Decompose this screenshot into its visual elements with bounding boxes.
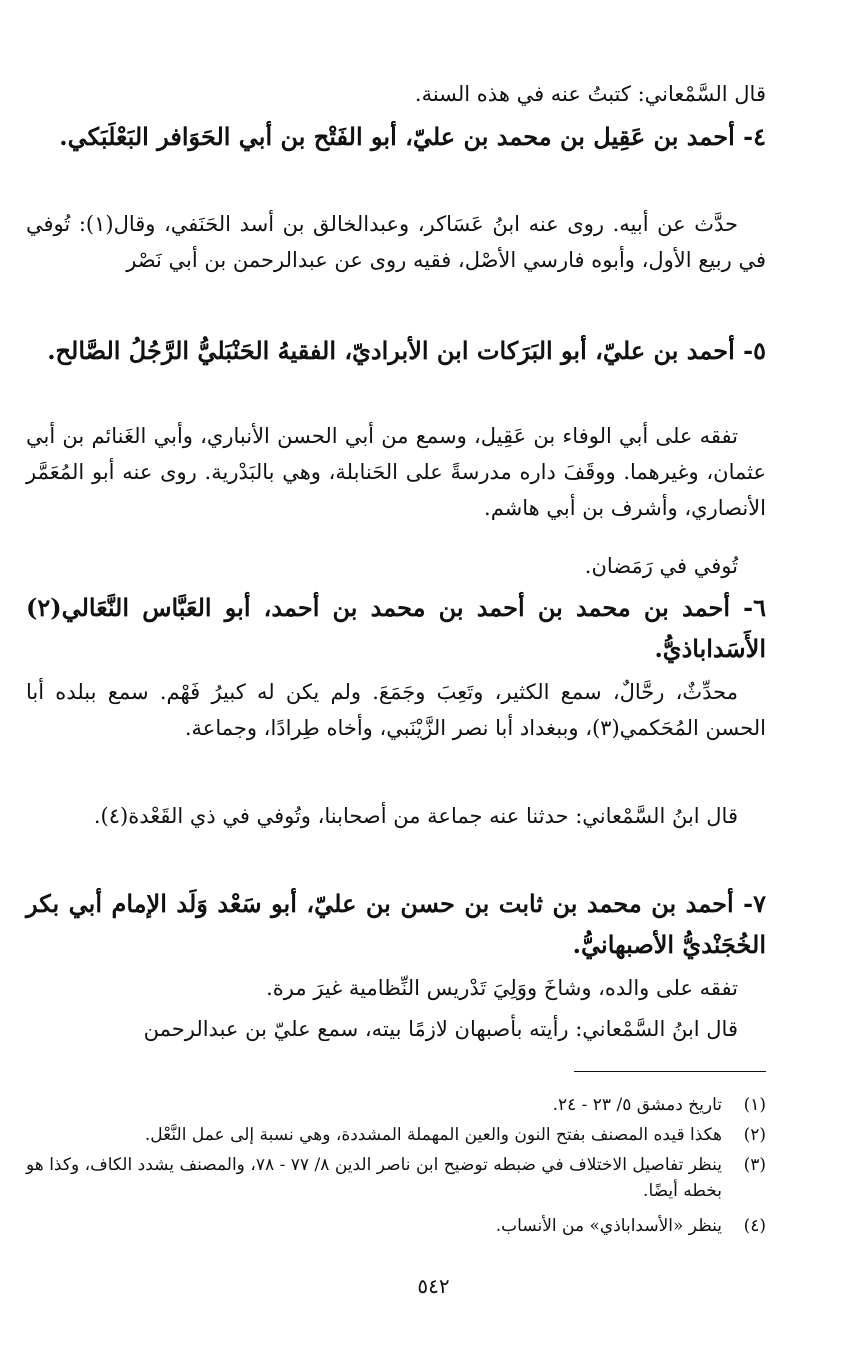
paragraph-entry-7: تفقه على والده، وشاخَ ووَلِيَ تَدْريس النِّظامية غيرَ مرة. [266, 976, 738, 1000]
paragraph-entry-5: تفقه على أبي الوفاء بن عَقِيل، وسمع من أبي الحسن الأنباري، وأبي الغَنائم بن أبي عثمان، وغيرهما. ووقَفَ داره مدرسةً على الحَنابلة، وهي بالبَدْرية. روى عنه أبو المُعَمَّر الأنصاري، وأشرف بن أبي هاشم. [26, 424, 766, 520]
paragraph-entry-6-quote: قال ابنُ السَّمْعاني: حدثنا عنه جماعة من أصحابنا، وتُوفي في ذي القَعْدة(٤). [93, 804, 738, 828]
footnote-number: (٣) [743, 1155, 766, 1175]
footnote-text: هكذا قيده المصنف بفتح النون والعين المهملة المشددة، وهي نسبة إلى عمل النَّعْل. [144, 1125, 722, 1145]
footnote-text: ينظر «الأسداباذي» من الأنساب. [495, 1216, 722, 1236]
entry-heading-4: ٤- أحمد بن عَقِيل بن محمد بن عليّ، أبو الفَتْح بن أبي الحَوَافر البَعْلَبَكي. [59, 122, 766, 151]
footnote-4 [26, 1213, 766, 1239]
footnote-number: (١) [743, 1095, 766, 1115]
paragraph-entry-5-death: تُوفي في رَمَضان. [584, 554, 738, 578]
footnote-3 [26, 1152, 766, 1204]
footnote-divider [574, 1071, 766, 1072]
paragraph-closing-quote: قال السَّمْعاني: كتبتُ عنه في هذه السنة. [414, 82, 766, 106]
footnote-text: ينظر تفاصيل الاختلاف في ضبطه توضيح ابن ناصر الدين ٨/ ٧٧ - ٧٨، والمصنف يشدد الكاف، وكذا هو بخطه أيضًا. [26, 1155, 722, 1201]
paragraph-entry-6: محدِّثٌ، رحَّالٌ، سمع الكثير، وتَعِبَ وجَمَعَ. ولم يكن له كبيرُ فَهْم. سمع ببلده أبا الحسن المُحَكمي(٣)، وببغداد أبا نصر الزَّيْنَبي، وأخاه طِرادًا، وجماعة. [26, 680, 766, 740]
paragraph-entry-4: حدَّث عن أبيه. روى عنه ابنُ عَسَاكر، وعبدالخالق بن أسد الحَنَفي، وقال(١): تُوفي في ربيع الأول، وأبوه فارسي الأصْل، فقيه روى عن عبدالرحمن بن أبي نَصْر [26, 212, 766, 272]
footnote-number: (٢) [743, 1125, 766, 1145]
footnote-2 [26, 1122, 766, 1148]
entry-heading-6: ٦- أحمد بن محمد بن أحمد بن محمد بن أحمد، أبو العَبَّاس النَّعَالي(٢) الأَسَداباذيُّ. [26, 593, 766, 663]
page-number: ٥٤٢ [417, 1274, 450, 1298]
entry-heading-7: ٧- أحمد بن محمد بن ثابت بن حسن بن عليّ، أبو سَعْد وَلَد الإمام أبي بكر الخُجَنْديُّ الأصبهانيُّ. [26, 889, 766, 959]
paragraph-entry-7-quote: قال ابنُ السَّمْعاني: رأيته بأصبهان لازمًا بيته، سمع عليّ بن عبدالرحمن [143, 1017, 738, 1041]
entry-heading-5: ٥- أحمد بن عليّ، أبو البَرَكات ابن الأبراديّ، الفقيهُ الحَنْبَليُّ الرَّجُلُ الصَّالح. [47, 336, 766, 365]
footnote-number: (٤) [743, 1216, 766, 1236]
footnote-text: تاريخ دمشق ٥/ ٢٣ - ٢٤. [552, 1095, 722, 1115]
footnote-1 [26, 1092, 766, 1118]
